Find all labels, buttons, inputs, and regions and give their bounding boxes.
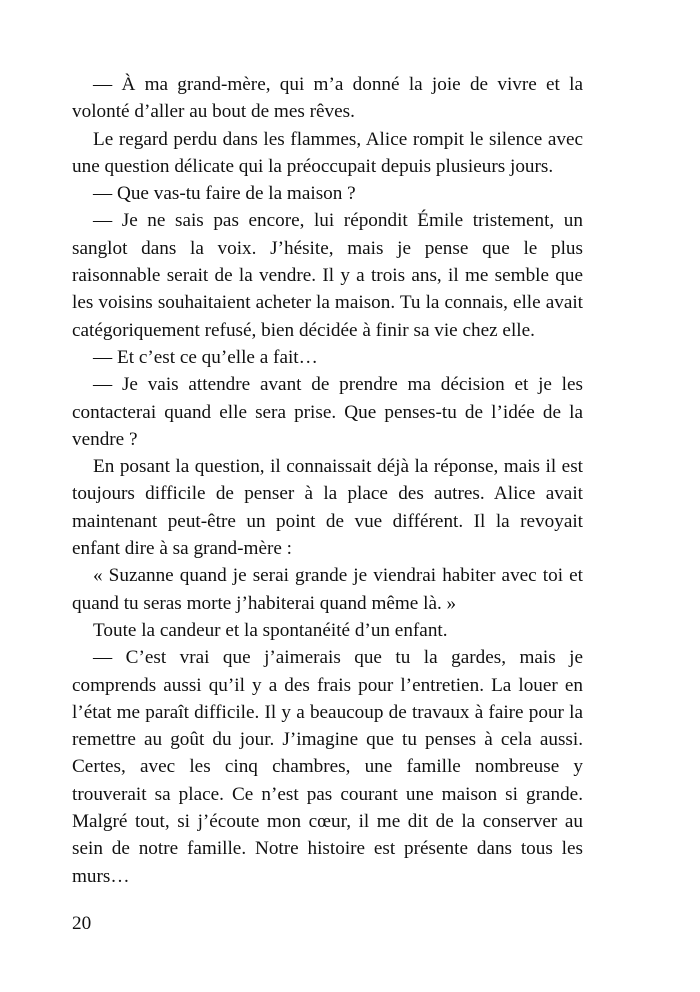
paragraph-emile-answer: — Je ne sais pas encore, lui répondit Émile tristement, un sanglot dans la voix. J’hésite, mais je pense que le plus raisonnable serait de la vendre. Il y a trois ans, il me semble que les voisins souhaitaient acheter la maison. Tu la connais, elle avait catégoriquement refusé, bien décidée à finir sa vie chez elle. — [72, 210, 583, 341]
paragraph-dialogue-done: — Et c’est ce qu’elle a fait… — [93, 346, 318, 368]
paragraph-candor: Toute la candeur et la spontanéité d’un enfant. — [93, 619, 448, 641]
paragraph-quote-suzanne: « Suzanne quand je serai grande je viendrai habiter avec toi et quand tu seras morte j’habiterai quand même là. » — [72, 565, 583, 614]
paragraph-narration: En posant la question, il connaissait déjà la réponse, mais il est toujours difficile de penser à la place des autres. Alice avait maintenant peut-être un point de vue différent. Il la revoyait enfant dire à sa grand-mère : — [72, 456, 583, 560]
paragraph-alice-question: Le regard perdu dans les flammes, Alice rompit le silence avec une question délicate qui la préoccupait depuis plusieurs jours. — [72, 128, 583, 177]
paragraph-decision: — Je vais attendre avant de prendre ma décision et je les contacterai quand elle sera prise. Que penses-tu de l’idée de la vendre ? — [72, 374, 583, 450]
paragraph-dedication: — À ma grand-mère, qui m’a donné la joie de vivre et la volonté d’aller au bout de mes rêves. — [72, 74, 583, 123]
page-number: 20 — [72, 913, 92, 934]
page-body — [72, 71, 583, 890]
paragraph-alice-reply: — C’est vrai que j’aimerais que tu la gardes, mais je comprends aussi qu’il y a des frais pour l’entretien. La louer en l’état me paraît difficile. Il y a beaucoup de travaux à faire pour la remettre au goût du jour. J’imagine que tu penses à cela aussi. Certes, avec les cinq chambres, une famille nombreuse y trouverait sa place. Ce n’est pas courant une maison si grande. Malgré tout, si j’écoute mon cœur, il me dit de la conserver au sein de notre famille. Notre histoire est présente dans tous les murs… — [72, 647, 583, 887]
paragraph-dialogue-house: — Que vas-tu faire de la maison ? — [93, 183, 356, 205]
